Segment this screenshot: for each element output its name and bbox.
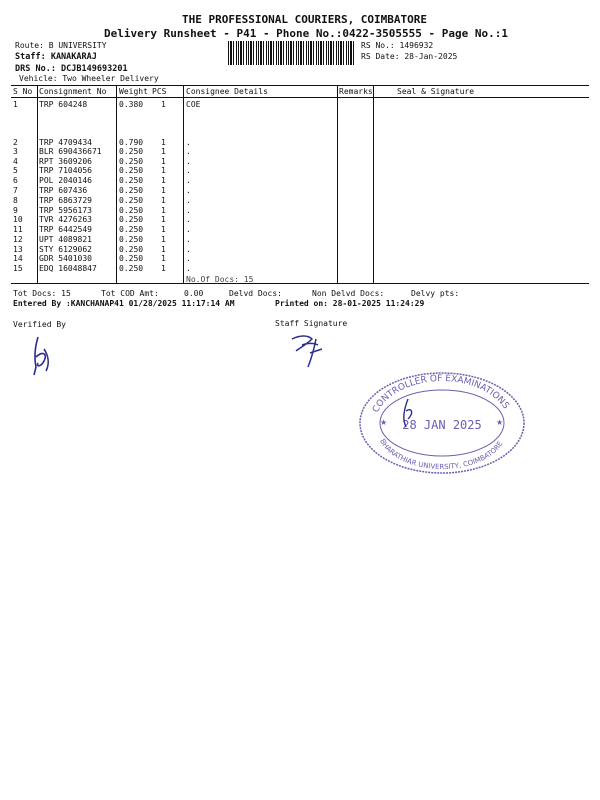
svg-text:★: ★	[496, 418, 504, 427]
row-sno: 1	[13, 100, 18, 109]
row-consignment: RPT 3609206	[39, 157, 92, 166]
cod-value: 0.00	[184, 289, 204, 298]
rs-date-label: RS Date: 28-Jan-2025	[361, 52, 458, 61]
row-weight: 0.250	[119, 245, 144, 254]
row-weight: 0.250	[119, 264, 144, 273]
row-details: .	[186, 254, 191, 263]
company-title: THE PROFESSIONAL COURIERS, COIMBATORE	[182, 13, 428, 26]
row-consignment: POL 2040146	[39, 176, 92, 185]
row-consignment: TRP 7104056	[39, 166, 92, 175]
row-consignment: EDQ 16048847	[39, 264, 97, 273]
row-details: .	[186, 147, 191, 156]
row-pcs: 1	[161, 138, 166, 147]
row-pcs: 1	[161, 215, 166, 224]
row-details: .	[186, 264, 191, 273]
verified-by-label: Verified By	[13, 320, 66, 329]
row-pcs: 1	[161, 157, 166, 166]
row-weight: 0.250	[119, 225, 144, 234]
stamp-top-text: CONTROLLER OF EXAMINATIONS	[371, 373, 511, 415]
row-sno: 2	[13, 138, 18, 147]
row-pcs: 1	[161, 166, 166, 175]
svg-text:★: ★	[380, 418, 388, 427]
seal-stamp	[356, 365, 528, 475]
row-details: .	[186, 206, 191, 215]
row-sno: 9	[13, 206, 18, 215]
row-weight: 0.790	[119, 138, 144, 147]
row-weight: 0.250	[119, 147, 144, 156]
row-sno: 11	[13, 225, 23, 234]
rs-no-label: RS No.: 1496932	[361, 41, 434, 50]
row-weight: 0.250	[119, 186, 144, 195]
col-sep-1	[37, 85, 38, 283]
stamp-date: 28 JAN 2025	[402, 418, 482, 432]
row-details: .	[186, 157, 191, 166]
header-sno: S No	[13, 87, 33, 96]
table-top-line	[11, 85, 589, 86]
row-pcs: 1	[161, 176, 166, 185]
row-pcs: 1	[161, 206, 166, 215]
row-sno: 3	[13, 147, 18, 156]
row-sno: 4	[13, 157, 18, 166]
row-consignment: TRP 4709434	[39, 138, 92, 147]
row-details: .	[186, 138, 191, 147]
staff-label: Staff: KANAKARAJ	[15, 52, 97, 62]
barcode-image	[228, 41, 356, 65]
row-weight: 0.250	[119, 176, 144, 185]
runsheet-title: Delivery Runsheet - P41 - Phone No.:0422-3505555 - Page No.:1	[104, 27, 508, 40]
table-bottom-line	[11, 283, 589, 284]
header-seal: Seal & Signature	[397, 87, 475, 96]
row-consignment: STY 6129062	[39, 245, 92, 254]
header-weight: Weight	[119, 87, 148, 96]
row-pcs: 1	[161, 186, 166, 195]
delvd-docs: Delvd Docs:	[229, 289, 282, 298]
row-consignment: GDR 5401030	[39, 254, 92, 263]
stamp-bottom-text: BHARATHIAR UNIVERSITY, COIMBATORE	[378, 437, 505, 472]
row-consignment: UPT 4089821	[39, 235, 92, 244]
table-header-line	[11, 97, 589, 98]
row-details: .	[186, 225, 191, 234]
row-weight: 0.250	[119, 215, 144, 224]
col-sep-5	[373, 85, 374, 283]
row-weight: 0.380	[119, 100, 144, 109]
staff-signature	[288, 331, 338, 371]
row-pcs: 1	[161, 235, 166, 244]
row-sno: 15	[13, 264, 23, 273]
header-remarks: Remarks	[339, 87, 373, 96]
col-sep-2	[116, 85, 117, 283]
row-weight: 0.250	[119, 206, 144, 215]
row-details: .	[186, 196, 191, 205]
verified-signature	[26, 333, 66, 378]
row-pcs: 1	[161, 245, 166, 254]
row-sno: 8	[13, 196, 18, 205]
row-pcs: 1	[161, 196, 166, 205]
col-sep-3	[183, 85, 184, 283]
header-pcs: PCS	[152, 87, 167, 96]
row-consignment: TRP 6863729	[39, 196, 92, 205]
row-consignment: TVR 4276263	[39, 215, 92, 224]
entered-by: Entered By :KANCHANAP41 01/28/2025 11:17:14 AM	[13, 299, 235, 308]
row-pcs: 1	[161, 225, 166, 234]
row-pcs: 1	[161, 100, 166, 109]
row-weight: 0.250	[119, 235, 144, 244]
row-sno: 14	[13, 254, 23, 263]
row-details: .	[186, 235, 191, 244]
row-sno: 6	[13, 176, 18, 185]
row-weight: 0.250	[119, 254, 144, 263]
row-weight: 0.250	[119, 196, 144, 205]
row-details: .	[186, 215, 191, 224]
col-sep-4	[337, 85, 338, 283]
row-details: .	[186, 245, 191, 254]
row-consignment: BLR 690436671	[39, 147, 102, 156]
vehicle-label: Vehicle: Two Wheeler Delivery	[19, 74, 159, 83]
printed-on: Printed on: 28-01-2025 11:24:29	[275, 299, 425, 308]
row-sno: 5	[13, 166, 18, 175]
header-consignee: Consignee Details	[186, 87, 268, 96]
row-details: .	[186, 186, 191, 195]
row-weight: 0.250	[119, 157, 144, 166]
row-sno: 10	[13, 215, 23, 224]
row-consignment: TRP 604248	[39, 100, 88, 109]
row-weight: 0.250	[119, 166, 144, 175]
non-delvd-docs: Non Delvd Docs:	[312, 289, 385, 298]
row-details: .	[186, 166, 191, 175]
row-consignment: TRP 5956173	[39, 206, 92, 215]
row-details: .	[186, 176, 191, 185]
header-consignment: Consignment No	[39, 87, 107, 96]
row-sno: 7	[13, 186, 18, 195]
row-consignment: TRP 6442549	[39, 225, 92, 234]
row-consignment: TRP 607436	[39, 186, 88, 195]
row-pcs: 1	[161, 264, 166, 273]
staff-signature-label: Staff Signature	[275, 319, 348, 328]
tot-cod: Tot COD Amt:	[101, 289, 159, 298]
row-sno: 12	[13, 235, 23, 244]
delvy-pts: Delvy pts:	[411, 289, 460, 298]
tot-docs: Tot Docs: 15	[13, 289, 71, 298]
row-pcs: 1	[161, 147, 166, 156]
drs-label: DRS No.: DCJB149693201	[15, 64, 128, 74]
no-of-docs: No.Of Docs: 15	[186, 275, 254, 284]
row-details: COE	[186, 100, 201, 109]
row-pcs: 1	[161, 254, 166, 263]
route-label: Route: B UNIVERSITY	[15, 41, 107, 50]
row-sno: 13	[13, 245, 23, 254]
